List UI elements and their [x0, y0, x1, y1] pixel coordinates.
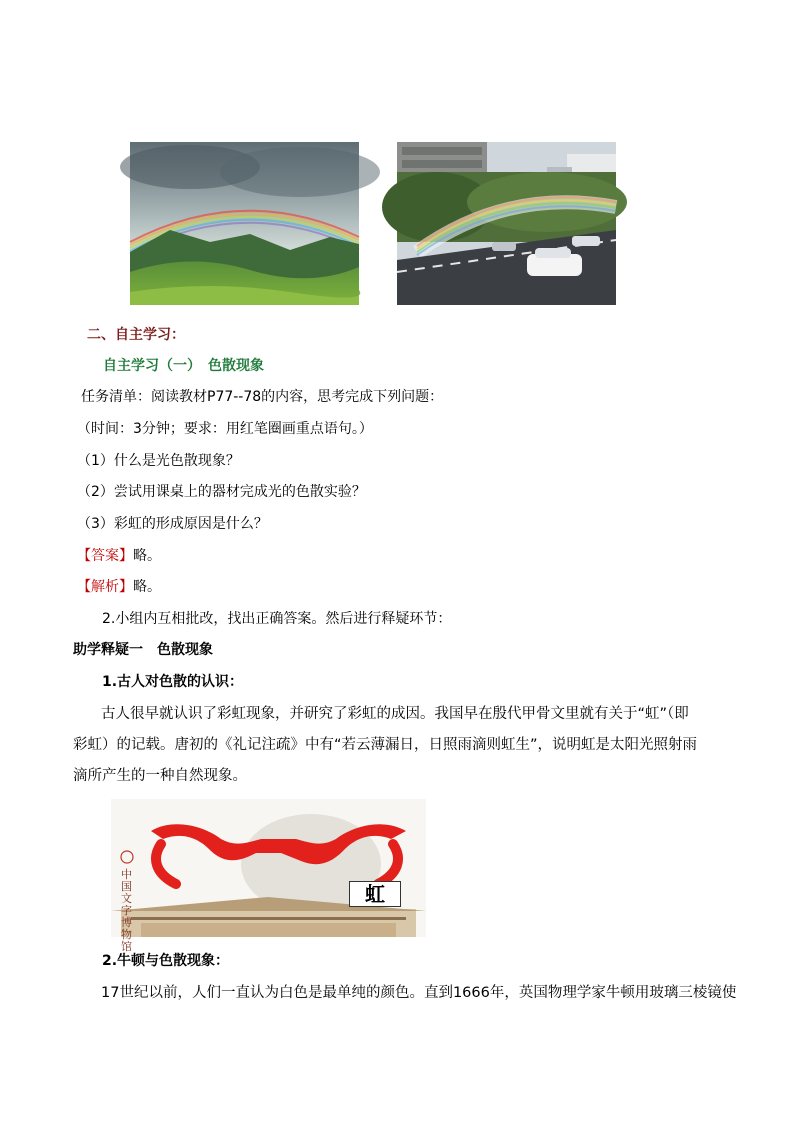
requirements: （时间：3分钟；要求：用红笔圈画重点语句。）: [77, 421, 373, 437]
point-1-paragraph: [73, 699, 733, 792]
question-2: （2）尝试用课桌上的器材完成光的色散实验？: [77, 484, 366, 500]
museum-seal-text: 中国文字博物馆: [121, 868, 132, 953]
point-2-paragraph: 17世纪以前，人们一直认为白色是最单纯的颜色。直到1666年，英国物理学家牛顿用玻璃三棱镜使: [101, 985, 737, 1001]
analysis-text: 略。: [133, 579, 161, 595]
point-1-paragraph-line-3: 滴所产生的一种自然现象。: [73, 768, 247, 784]
answer-line: [77, 546, 161, 566]
point-1-paragraph-line-2: 彩虹）的记载。唐初的《礼记注疏》中有“若云薄漏日，日照雨滴则虹生”，说明虹是太阳光照射雨: [73, 737, 698, 753]
answer-label: 【答案】: [77, 548, 133, 564]
analysis-label: 【解析】: [77, 579, 133, 595]
step-2: 2.小组内互相批改，找出正确答案。然后进行释疑环节：: [102, 611, 452, 627]
analysis-line: [77, 577, 161, 597]
answer-text: 略。: [133, 548, 161, 564]
help-heading: 助学释疑一 色散现象: [73, 642, 213, 658]
task-list: 任务清单：阅读教材P77--78的内容，思考完成下列问题：: [81, 389, 444, 405]
question-3: （3）彩虹的形成原因是什么？: [77, 516, 268, 532]
rainbow-mountain-photo: [130, 142, 359, 305]
hong-character: 虹: [365, 882, 385, 906]
subsection-heading: 自主学习（一） 色散现象: [103, 358, 264, 374]
point-2-heading: 2.牛顿与色散现象：: [102, 953, 230, 969]
hong-character-box: [349, 881, 401, 907]
section-heading: 二、自主学习：: [87, 327, 185, 343]
oracle-rainbow-image: [111, 799, 426, 953]
question-1: （1）什么是光色散现象？: [77, 453, 240, 469]
rainbow-street-photo: [397, 142, 616, 305]
point-1-paragraph-line-1: 古人很早就认识了彩虹现象，并研究了彩虹的成因。我国早在殷代甲骨文里就有关于“虹”（即: [101, 706, 689, 722]
point-1-heading: 1.古人对色散的认识：: [102, 674, 244, 690]
